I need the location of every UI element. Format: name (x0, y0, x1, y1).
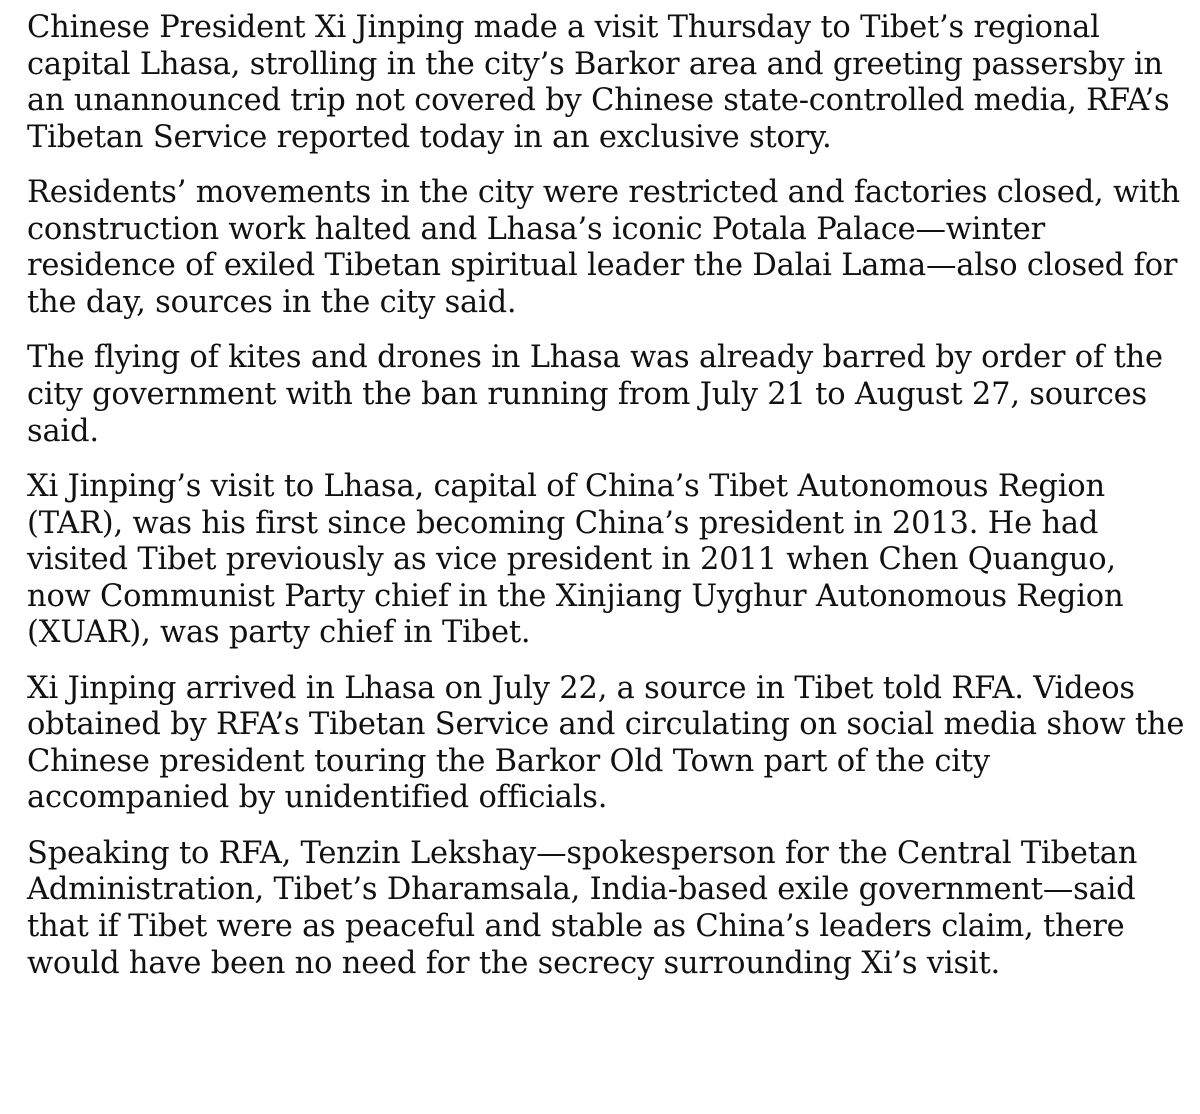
paragraph-residents-restricted: Residents’ movements in the city were restricted and factories closed, with construction work halted and Lhasa’s iconic Potala Palace—winter residence of exiled Tibetan spiritual leader the Dalai Lama—also closed for the day, sources in the city said. (27, 175, 1180, 320)
paragraph-xi-visit-lhasa: Chinese President Xi Jinping made a visit Thursday to Tibet’s regional capital Lhasa, strolling in the city’s Barkor area and greeting passersby in an unannounced trip not covered by Chinese state-controlled media, RFA’s Tibetan Service reported today in an exclusive story. (27, 10, 1170, 155)
paragraph-cta-spokesperson: Speaking to RFA, Tenzin Lekshay—spokesperson for the Central Tibetan Administration, Tibet’s Dharamsala, India-based exile government—said that if Tibet were as peaceful and stable as China’s leaders claim, there would have been no need for the secrecy surrounding Xi’s visit. (27, 835, 1138, 981)
paragraph-arrival-july-22: Xi Jinping arrived in Lhasa on July 22, a source in Tibet told RFA. Videos obtained by RFA’s Tibetan Service and circulating on social media show the Chinese president touring the Barkor Old Town part of the city accompanied by unidentified officials. (27, 670, 1185, 816)
paragraph-first-visit-since-2013: Xi Jinping’s visit to Lhasa, capital of China’s Tibet Autonomous Region (TAR), was his first since becoming China’s president in 2013. He had visited Tibet previously as vice president in 2011 when Chen Quanguo, now Communist Party chief in the Xinjiang Uyghur Autonomous Region (XUAR), was party chief in Tibet. (27, 468, 1124, 651)
paragraph-kites-drones-ban: The flying of kites and drones in Lhasa was already barred by order of the city government with the ban running from July 21 to August 27, sources said. (27, 340, 1163, 449)
article-body (27, 10, 1187, 982)
